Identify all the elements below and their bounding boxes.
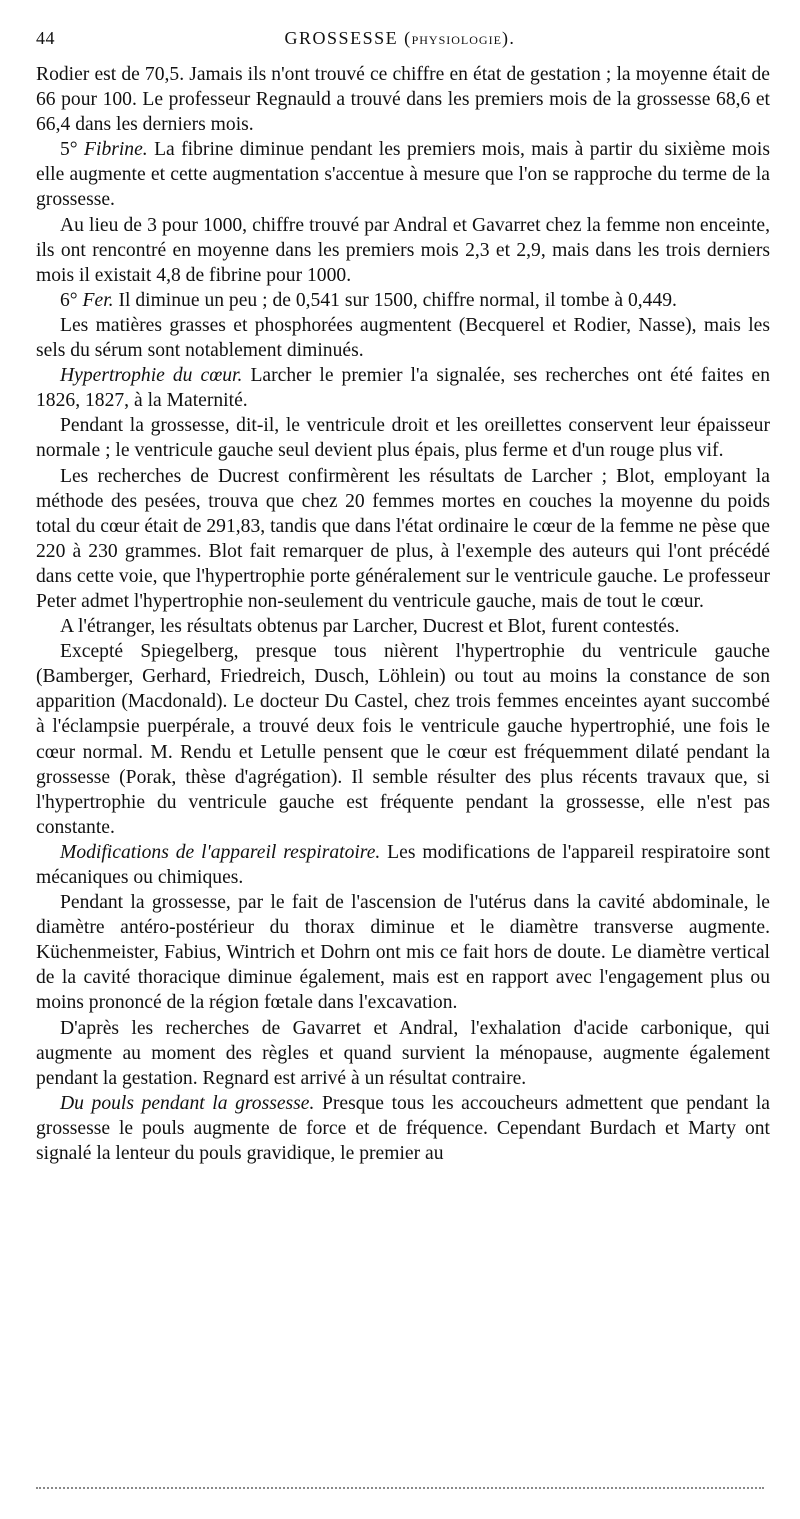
- paragraph: [36, 288, 770, 313]
- paragraph: [36, 313, 770, 363]
- paragraph: [36, 1091, 770, 1166]
- paragraph-text: Excepté Spiegelberg, presque tous nièrent l'hypertrophie du ventricule gauche (Bamberger, Gerhard, Friedreich, Dusch, Löhlein) ou tout au moins la constance de son apparition (Macdonald). Le docteur Du Castel, chez trois femmes enceintes ayant succombé à l'éclampsie puerpérale, a trouvé deux fois le ventricule gauche hypertrophié, une fois le cœur normal. M. Rendu et Letulle pensent que le cœur est fréquemment dilaté pendant la grossesse (Porak, thèse d'agrégation). Il semble résulter des plus récents travaux que, si l'hypertrophie du ventricule gauche est fréquente pendant la grossesse, elle n'est pas constante.: [36, 641, 770, 838]
- paragraph-text: Larcher le premier l'a signalée, ses recherches ont été faites en 1826, 1827, à la Maternité.: [36, 365, 770, 412]
- paragraph-text: Pendant la grossesse, par le fait de l'ascension de l'utérus dans la cavité abdominale, le diamètre antéro-postérieur du thorax diminue et le diamètre transverse augmente. Küchenmeister, Fabius, Wintrich et Dohrn ont mis ce fait hors de doute. Le diamètre vertical de la cavité thoracique diminue également, mais est en rapport avec l'engagement plus ou moins prononcé de la région fœtale dans l'excavation.: [36, 892, 770, 1014]
- paragraph-text: Les matières grasses et phosphorées augmentent (Becquerel et Rodier, Nasse), mais les sels du sérum sont notablement diminués.: [36, 314, 770, 362]
- running-title-close: ).: [501, 28, 516, 48]
- paragraph-number: 5°: [60, 139, 85, 161]
- page-number: 44: [36, 28, 55, 48]
- paragraph-heading: Du pouls pendant la grossesse.: [60, 1092, 315, 1114]
- paragraph: [36, 614, 770, 639]
- paragraph-text: Rodier est de 70,5. Jamais ils n'ont trouvé ce chiffre en état de gestation ; la moyenne était de 66 pour 100. Le professeur Regnauld a trouvé dans les premiers mois de la grossesse 68,6 et 66,4 dans les derniers mois.: [36, 64, 770, 136]
- paragraph-heading: Hypertrophie du cœur.: [60, 365, 243, 387]
- paragraph-text: Les recherches de Ducrest confirmèrent les résultats de Larcher ; Blot, employant la méthode des pesées, trouva que chez 20 femmes mortes en couches la moyenne du poids total du cœur était de 291,83, tandis que dans l'état ordinaire le cœur de la femme ne pèse que 220 à 230 grammes. Blot fait remarquer de plus, à l'exemple des auteurs qui l'ont précédé dans cette voie, que l'hypertrophie porte généralement sur le ventricule gauche. Le professeur Peter admet l'hypertrophie non-seulement du ventricule gauche, mais de tout le cœur.: [36, 465, 770, 612]
- paragraph-text: Les modifications de l'appareil respiratoire sont mécaniques ou chimiques.: [36, 841, 770, 888]
- paragraph: [36, 890, 770, 1015]
- paragraph: [36, 62, 770, 137]
- paragraph-text: Pendant la grossesse, dit-il, le ventricule droit et les oreillettes conservent leur épaisseur normale ; le ventricule gauche seul devient plus épais, plus ferme et d'un rouge plus vif.: [36, 415, 770, 462]
- paragraph: [36, 840, 770, 890]
- paragraph-heading: Fer.: [82, 289, 114, 311]
- running-title: [36, 28, 764, 49]
- paragraph-text: Au lieu de 3 pour 1000, chiffre trouvé par Andral et Gavarret chez la femme non enceinte, ils ont rencontré en moyenne dans les premiers mois 2,3 et 2,9, mais dans les trois derniers mois il existait 4,8 de fibrine pour 1000.: [36, 214, 770, 286]
- footer-dotted-rule: [36, 1487, 764, 1489]
- running-title-main: GROSSESSE: [284, 28, 399, 48]
- running-title-open: (: [398, 28, 412, 48]
- paragraph-heading: Fibrine.: [84, 139, 148, 161]
- paragraph: [36, 213, 770, 288]
- paragraph: [36, 137, 770, 212]
- paragraph-text: A l'étranger, les résultats obtenus par Larcher, Ducrest et Blot, furent contestés.: [60, 616, 680, 638]
- paragraph: [36, 1016, 770, 1091]
- paragraph-text: D'après les recherches de Gavarret et Andral, l'exhalation d'acide carbonique, qui augmente au moment des règles et quand survient la ménopause, augmente également pendant la gestation. Regnard est arrivé à un résultat contraire.: [36, 1017, 770, 1089]
- paragraph-number: 6°: [60, 289, 83, 311]
- page-header: [36, 28, 764, 58]
- paragraph-text: Presque tous les accoucheurs admettent que pendant la grossesse le pouls augmente de force et de fréquence. Cependant Burdach et Marty ont signalé la lenteur du pouls gravidique, le premier au: [36, 1092, 770, 1165]
- paragraph: [36, 639, 770, 840]
- body-text: [36, 62, 770, 1166]
- paragraph: [36, 464, 770, 615]
- paragraph-text: La fibrine diminue pendant les premiers mois, mais à partir du sixième mois elle augmente et cette augmentation s'accentue à mesure que l'on se rapproche du terme de la grossesse.: [36, 139, 770, 211]
- running-title-sub: PHYSIOLOGIE: [411, 33, 502, 47]
- paragraph: [36, 413, 770, 463]
- paragraph: [36, 363, 770, 413]
- paragraph-heading: Modifications de l'appareil respiratoire.: [60, 841, 381, 863]
- paragraph-text: Il diminue un peu ; de 0,541 sur 1500, chiffre normal, il tombe à 0,449.: [113, 289, 677, 311]
